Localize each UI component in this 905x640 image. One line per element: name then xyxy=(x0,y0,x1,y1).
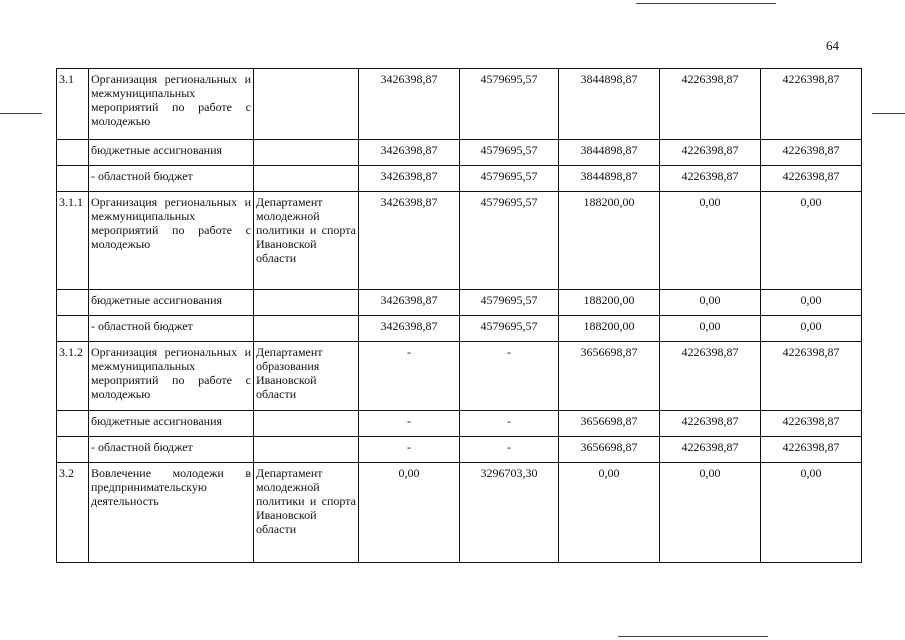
table-row xyxy=(57,69,862,140)
value-cell: 4226398,87 xyxy=(660,166,761,192)
value-cell: 3656698,87 xyxy=(559,437,660,463)
row-department: Департамент молодежной политики и спорта Ивановской области xyxy=(254,463,359,563)
value-cell: 0,00 xyxy=(359,463,460,563)
empty-cell xyxy=(57,316,89,342)
empty-cell xyxy=(254,316,359,342)
value-cell: 4226398,87 xyxy=(660,342,761,411)
value-cell: 4226398,87 xyxy=(660,69,761,140)
empty-cell xyxy=(254,140,359,166)
value-cell: 3844898,87 xyxy=(559,166,660,192)
value-cell: 3426398,87 xyxy=(359,166,460,192)
row-name: Организация региональных и межмуниципальных мероприятий по работе с молодежью xyxy=(89,192,254,290)
value-cell: - xyxy=(460,437,559,463)
value-cell: 0,00 xyxy=(660,463,761,563)
row-label: бюджетные ассигнования xyxy=(89,290,254,316)
scan-artifact-right xyxy=(872,113,905,114)
value-cell: 4226398,87 xyxy=(761,437,862,463)
table-row xyxy=(57,140,862,166)
value-cell: - xyxy=(359,437,460,463)
value-cell: - xyxy=(359,342,460,411)
value-cell: 4579695,57 xyxy=(460,290,559,316)
value-cell: 188200,00 xyxy=(559,290,660,316)
value-cell: 0,00 xyxy=(761,192,862,290)
value-cell: 0,00 xyxy=(660,290,761,316)
value-cell: 0,00 xyxy=(660,192,761,290)
row-label: бюджетные ассигнования xyxy=(89,140,254,166)
page-number: 64 xyxy=(826,38,839,53)
row-department: Департамент образования Ивановской области xyxy=(254,342,359,411)
scan-artifact-bottom xyxy=(618,636,768,637)
empty-cell xyxy=(57,140,89,166)
value-cell: - xyxy=(460,342,559,411)
row-name: Вовлечение молодежи в предпринимательскую деятельность xyxy=(89,463,254,563)
value-cell: 3656698,87 xyxy=(559,411,660,437)
value-cell: 3426398,87 xyxy=(359,69,460,140)
empty-cell xyxy=(254,437,359,463)
row-code: 3.1.1 xyxy=(57,192,89,290)
table-row xyxy=(57,437,862,463)
table-row xyxy=(57,411,862,437)
value-cell: 4226398,87 xyxy=(761,411,862,437)
value-cell: 4226398,87 xyxy=(761,140,862,166)
value-cell: 0,00 xyxy=(761,316,862,342)
value-cell: 4226398,87 xyxy=(660,140,761,166)
value-cell: 0,00 xyxy=(660,316,761,342)
value-cell: 188200,00 xyxy=(559,316,660,342)
value-cell: 3426398,87 xyxy=(359,140,460,166)
row-name: Организация региональных и межмуниципальных мероприятий по работе с молодежью xyxy=(89,69,254,140)
value-cell: 3426398,87 xyxy=(359,316,460,342)
value-cell: 4579695,57 xyxy=(460,192,559,290)
row-name: Организация региональных и межмуниципальных мероприятий по работе с молодежью xyxy=(89,342,254,411)
value-cell: 0,00 xyxy=(761,290,862,316)
value-cell: 4226398,87 xyxy=(660,437,761,463)
empty-cell xyxy=(254,411,359,437)
value-cell: 4226398,87 xyxy=(761,69,862,140)
empty-cell xyxy=(254,290,359,316)
value-cell: 3844898,87 xyxy=(559,140,660,166)
value-cell: 3656698,87 xyxy=(559,342,660,411)
empty-cell xyxy=(254,166,359,192)
value-cell: 3426398,87 xyxy=(359,192,460,290)
value-cell: 4579695,57 xyxy=(460,166,559,192)
value-cell: 4579695,57 xyxy=(460,140,559,166)
empty-cell xyxy=(57,437,89,463)
table-row xyxy=(57,166,862,192)
value-cell: 4226398,87 xyxy=(660,411,761,437)
scan-artifact-left xyxy=(0,113,42,114)
value-cell: 0,00 xyxy=(559,463,660,563)
row-department: Департамент молодежной политики и спорта Ивановской области xyxy=(254,192,359,290)
value-cell: - xyxy=(460,411,559,437)
row-label: - областной бюджет xyxy=(89,437,254,463)
row-code: 3.1.2 xyxy=(57,342,89,411)
value-cell: 3844898,87 xyxy=(559,69,660,140)
value-cell: 3296703,30 xyxy=(460,463,559,563)
table-row xyxy=(57,342,862,411)
value-cell: 0,00 xyxy=(761,463,862,563)
empty-cell xyxy=(57,411,89,437)
empty-cell xyxy=(57,290,89,316)
row-department xyxy=(254,69,359,140)
value-cell: 4226398,87 xyxy=(761,166,862,192)
row-label: - областной бюджет xyxy=(89,166,254,192)
row-code: 3.1 xyxy=(57,69,89,140)
value-cell: 188200,00 xyxy=(559,192,660,290)
value-cell: 4579695,57 xyxy=(460,316,559,342)
table-row xyxy=(57,290,862,316)
row-label: бюджетные ассигнования xyxy=(89,411,254,437)
row-code: 3.2 xyxy=(57,463,89,563)
scan-artifact-top xyxy=(636,3,776,4)
table-row xyxy=(57,463,862,563)
table-row xyxy=(57,192,862,290)
empty-cell xyxy=(57,166,89,192)
value-cell: - xyxy=(359,411,460,437)
value-cell: 4226398,87 xyxy=(761,342,862,411)
value-cell: 4579695,57 xyxy=(460,69,559,140)
budget-table xyxy=(56,68,862,563)
table-row xyxy=(57,316,862,342)
value-cell: 3426398,87 xyxy=(359,290,460,316)
row-label: - областной бюджет xyxy=(89,316,254,342)
